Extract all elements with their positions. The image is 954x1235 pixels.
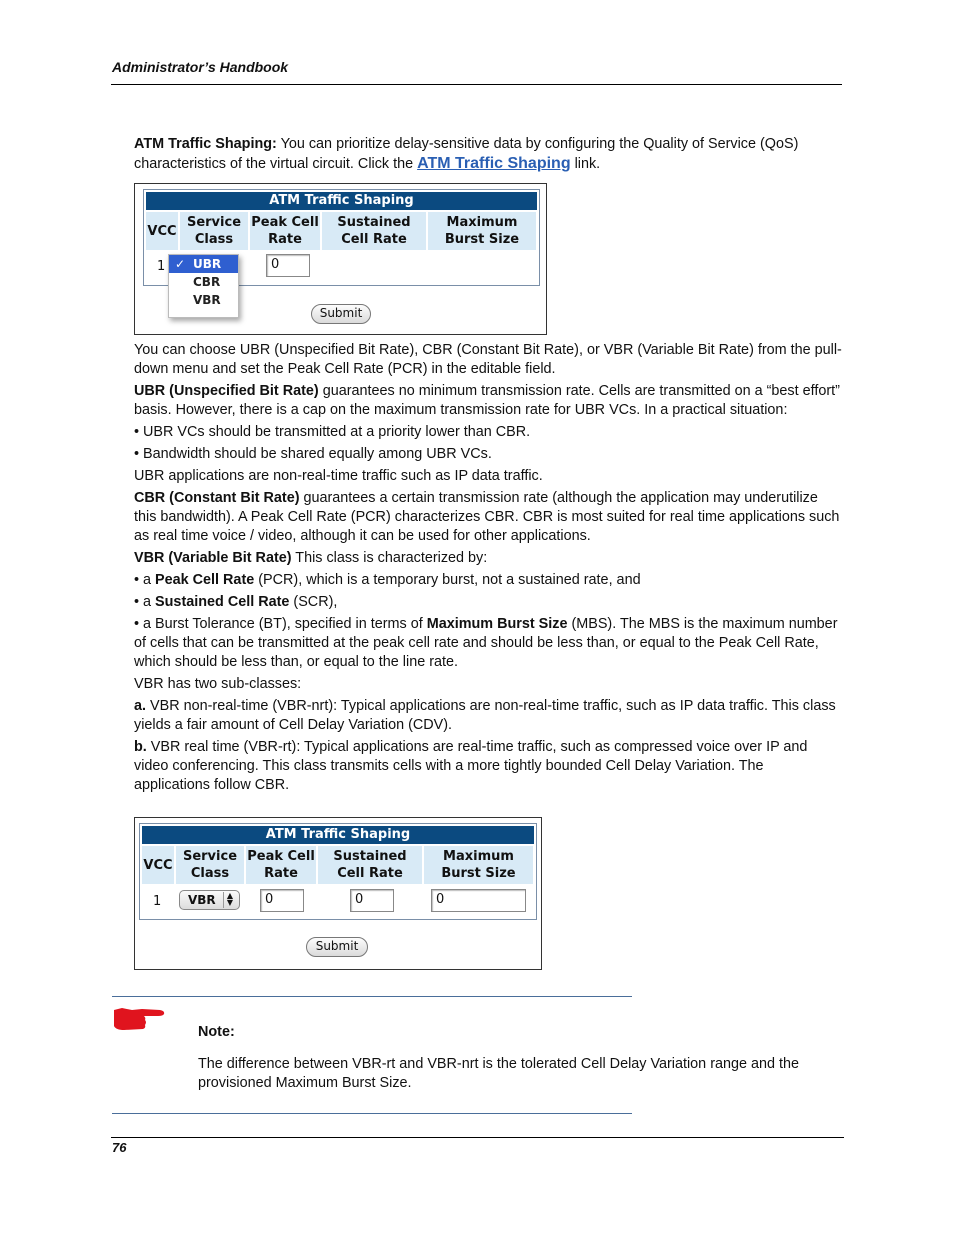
header-vcc: VCC (142, 846, 174, 884)
sustained-cell-rate-input[interactable]: 0 (350, 889, 394, 912)
vbr-subclasses: VBR has two sub-classes: (134, 676, 302, 692)
select-value: VBR (188, 893, 216, 907)
intro-paragraph (134, 135, 842, 177)
body-text (134, 341, 842, 798)
header-sustained-cell-rate: Sustained Cell Rate (322, 212, 426, 250)
option-ubr[interactable]: ✓ UBR (169, 255, 238, 273)
running-header: Administrator’s Handbook (112, 59, 289, 75)
vbr-bullet-3: • a Burst Tolerance (BT), specified in terms of Maximum Burst Size (MBS). The MBS is the maximum number of cells that can be transmitted at the peak cell rate and should be less than, or equal to the Peak Cell Rate, which should be less than, or equal to the line rate. (134, 616, 838, 670)
note-text: The difference between VBR-rt and VBR-nrt is the tolerated Cell Delay Variation range and the provisioned Maximum Burst Size. (198, 1056, 800, 1091)
atm-shaping-table (139, 823, 537, 920)
submit-button[interactable]: Submit (306, 937, 368, 957)
updown-arrows-icon: ▲ ▼ (223, 892, 236, 908)
note-bottom-rule (112, 1113, 632, 1114)
check-icon: ✓ (175, 257, 186, 271)
note-label: Note: (198, 1024, 235, 1040)
service-class-select[interactable] (179, 890, 240, 910)
header-peak-cell-rate: Peak Cell Rate (250, 212, 320, 250)
option-vbr[interactable]: VBR (193, 293, 221, 307)
header-service-class: Service Class (180, 212, 248, 250)
table-title: ATM Traffic Shaping (142, 826, 534, 844)
submit-button[interactable]: Submit (311, 304, 371, 324)
cbr-paragraph: CBR (Constant Bit Rate) guarantees a certain transmission rate (although the application may underutilize this bandwidth). A Peak Cell Rate (PCR) characterizes CBR. CBR is most suited for real time applications such as real time voice / video, although it can be used for other applications. (134, 490, 840, 544)
service-class-dropdown-menu[interactable] (168, 254, 239, 318)
header-maximum-burst-size: Maximum Burst Size (428, 212, 536, 250)
subclass-a: a. VBR non-real-time (VBR-nrt): Typical applications are non-real-time traffic, such as IP data traffic. This class yields a fair amount of Cell Delay Variation (CDV). (134, 698, 836, 733)
screenshot-vbr-selected (134, 817, 542, 970)
vbr-bullet-1: • a Peak Cell Rate (PCR), which is a temporary burst, not a sustained rate, and (134, 572, 641, 588)
option-cbr[interactable]: CBR (193, 275, 221, 289)
page-number: 76 (112, 1140, 127, 1155)
ubr-bullet-1: • UBR VCs should be transmitted at a priority lower than CBR. (134, 424, 531, 440)
maximum-burst-size-input[interactable]: 0 (431, 889, 526, 912)
intro-text-2: link. (570, 156, 601, 172)
pointing-hand-icon (112, 1004, 166, 1034)
vbr-paragraph: VBR (Variable Bit Rate) This class is characterized by: (134, 550, 488, 566)
header-service-class: Service Class (176, 846, 244, 884)
header-vcc: VCC (146, 212, 178, 250)
footer-rule (111, 1137, 844, 1138)
screenshot-ubr-dropdown (134, 183, 547, 335)
row-vcc-number: 1 (157, 259, 166, 274)
ubr-paragraph: UBR (Unspecified Bit Rate) guarantees no minimum transmission rate. Cells are transmitted on a “best effort” basis. However, there is a cap on the maximum transmission rate for UBR VCs. In a practical situation: (134, 383, 840, 418)
intro-text-1: You can prioritize delay-sensitive data by configuring the Quality of Service (QoS) characteristics of the virtual circuit. Click the (134, 136, 799, 172)
note-top-rule (112, 996, 632, 997)
choose-paragraph: You can choose UBR (Unspecified Bit Rate), CBR (Constant Bit Rate), or VBR (Variable Bit Rate) from the pull-down menu and set the Peak Cell Rate (PCR) in the editable field. (134, 342, 842, 377)
peak-cell-rate-input[interactable]: 0 (260, 889, 304, 912)
ubr-bullet-2: • Bandwidth should be shared equally among UBR VCs. (134, 446, 492, 462)
peak-cell-rate-input[interactable]: 0 (266, 254, 310, 277)
intro-lead: ATM Traffic Shaping: (134, 136, 277, 152)
header-sustained-cell-rate: Sustained Cell Rate (318, 846, 422, 884)
vbr-bullet-2: • a Sustained Cell Rate (SCR), (134, 594, 338, 610)
ubr-applications: UBR applications are non-real-time traffic such as IP data traffic. (134, 468, 543, 484)
table-title: ATM Traffic Shaping (146, 192, 537, 210)
header-rule (111, 84, 842, 85)
subclass-b: b. VBR real time (VBR-rt): Typical applications are real-time traffic, such as compressed voice over IP and video conferencing. This class transmits cells with a more tightly bounded Cell Delay Variation. The applications follow CBR. (134, 739, 808, 793)
header-maximum-burst-size: Maximum Burst Size (424, 846, 533, 884)
atm-traffic-shaping-link[interactable]: ATM Traffic Shaping (417, 155, 571, 172)
header-peak-cell-rate: Peak Cell Rate (246, 846, 316, 884)
row-vcc-number: 1 (153, 894, 162, 909)
